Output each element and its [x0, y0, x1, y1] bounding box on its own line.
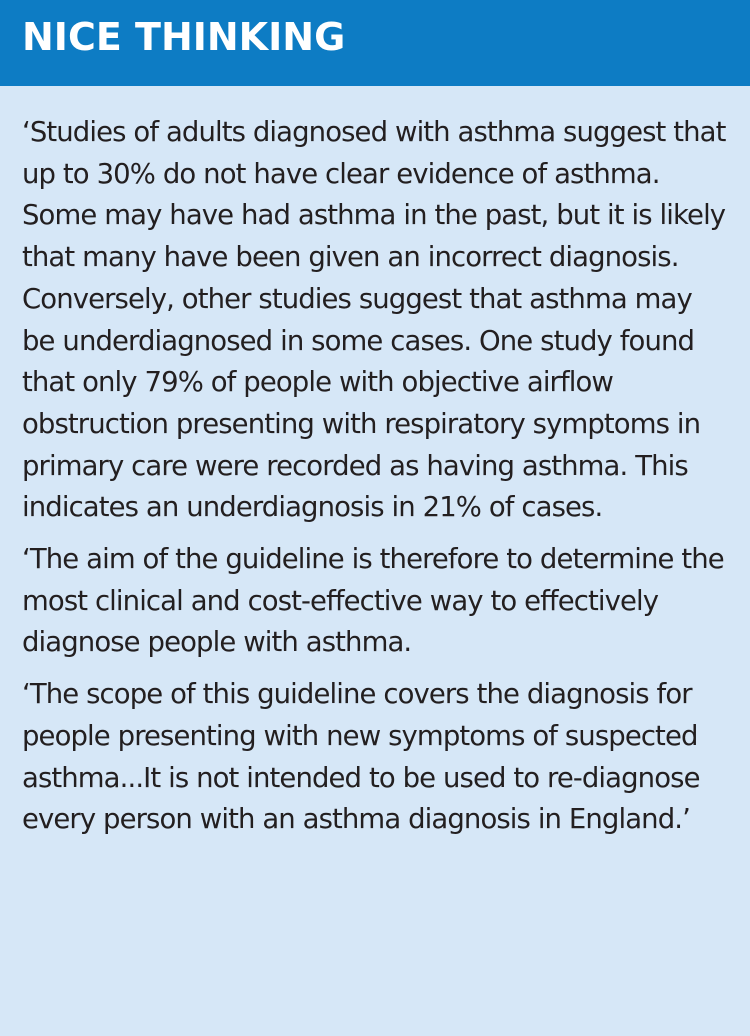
box-title: NICE THINKING [22, 15, 346, 59]
paragraph-aim: ‘The aim of the guideline is therefore to determine the most clinical and cost-effective way to effectively diagnose people with asthma. [22, 543, 724, 659]
box-body [0, 86, 750, 841]
paragraph-scope: ‘The scope of this guideline covers the diagnosis for people presenting with new symptoms of suspected asthma...It is not intended to be used to re-diagnose every person with an asthma diagnosis in England.’ [22, 678, 700, 836]
paragraph-studies: ‘Studies of adults diagnosed with asthma suggest that up to 30% do not have clear evidence of asthma. Some may have had asthma in the past, but it is likely that many have been given an incorrect diagnosis. Conversely, other studies suggest that asthma may be underdiagnosed in some cases. One study found that only 79% of people with objective airflow obstruction presenting with respiratory symptoms in primary care were recorded as having asthma. This indicates an underdiagnosis in 21% of cases. [22, 116, 726, 524]
box-header [0, 0, 750, 86]
